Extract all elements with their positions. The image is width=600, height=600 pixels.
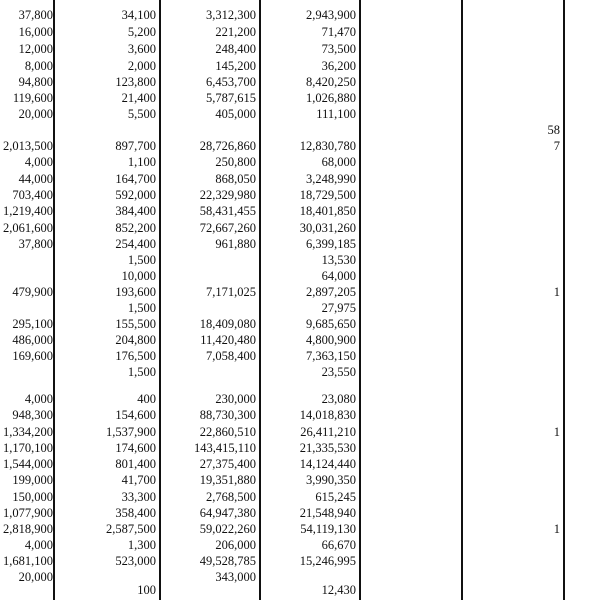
table-cell: 248,400 <box>215 42 256 56</box>
table-cell: 221,200 <box>215 25 256 39</box>
table-cell: 206,000 <box>215 538 256 552</box>
table-cell: 21,335,530 <box>299 441 356 455</box>
table-cell: 22,329,980 <box>199 188 256 202</box>
table-cell: 13,530 <box>321 253 356 267</box>
table-cell: 8,420,250 <box>306 75 356 89</box>
table-cell: 28,726,860 <box>199 139 256 153</box>
table-cell: 12,000 <box>18 42 53 56</box>
table-cell: 20,000 <box>18 107 53 121</box>
table-cell: 801,400 <box>115 457 156 471</box>
table-cell: 66,670 <box>321 538 356 552</box>
table-cell: 2,818,900 <box>3 522 53 536</box>
table-cell: 36,200 <box>321 59 356 73</box>
table-cell: 119,600 <box>12 91 53 105</box>
table-cell: 961,880 <box>215 237 256 251</box>
table-cell: 176,500 <box>115 349 156 363</box>
table-cell: 2,000 <box>127 59 156 73</box>
table-cell: 1,544,000 <box>3 457 53 471</box>
table-cell: 14,124,440 <box>299 457 356 471</box>
table-cell: 23,550 <box>321 365 356 379</box>
table-cell: 23,080 <box>321 392 356 406</box>
table-cell: 100 <box>137 583 156 597</box>
table-cell: 37,800 <box>18 237 53 251</box>
table-cell: 37,800 <box>18 8 53 22</box>
column-rule <box>53 0 55 600</box>
table-cell: 2,943,900 <box>306 8 356 22</box>
table-cell: 358,400 <box>115 506 156 520</box>
table-cell: 14,018,830 <box>299 408 356 422</box>
table-cell: 1,334,200 <box>3 425 53 439</box>
table-cell: 7,363,150 <box>306 349 356 363</box>
column-rule <box>159 0 161 600</box>
table-cell: 5,500 <box>127 107 156 121</box>
table-cell: 21,548,940 <box>299 506 356 520</box>
table-cell: 1,219,400 <box>3 204 53 218</box>
table-cell: 11,420,480 <box>200 333 256 347</box>
table-cell: 1,300 <box>127 538 156 552</box>
table-cell: 3,600 <box>127 42 156 56</box>
table-cell: 21,400 <box>121 91 156 105</box>
table-cell: 145,200 <box>215 59 256 73</box>
table-cell: 68,000 <box>321 155 356 169</box>
table-cell: 1,500 <box>127 253 156 267</box>
table-cell: 71,470 <box>321 25 356 39</box>
table-cell: 7,171,025 <box>206 285 256 299</box>
column-rule <box>359 0 361 600</box>
table-cell: 1,500 <box>127 365 156 379</box>
table-cell: 111,100 <box>316 107 356 121</box>
table-cell: 155,500 <box>115 317 156 331</box>
table-cell: 72,667,260 <box>199 221 256 235</box>
table-cell: 9,685,650 <box>306 317 356 331</box>
table-cell: 2,013,500 <box>3 139 53 153</box>
table-cell: 3,990,350 <box>306 473 356 487</box>
table-cell: 230,000 <box>215 392 256 406</box>
table-cell: 1,537,900 <box>106 425 156 439</box>
table-cell: 154,600 <box>115 408 156 422</box>
table-cell: 64,000 <box>321 269 356 283</box>
table-cell: 33,300 <box>121 490 156 504</box>
table-cell: 384,400 <box>115 204 156 218</box>
table-cell: 6,453,700 <box>206 75 256 89</box>
table-cell: 1,077,900 <box>3 506 53 520</box>
table-cell: 15,246,995 <box>299 554 356 568</box>
table-cell: 4,000 <box>24 392 53 406</box>
table-cell: 94,800 <box>18 75 53 89</box>
table-cell: 2,768,500 <box>206 490 256 504</box>
table-cell: 193,600 <box>115 285 156 299</box>
table-cell: 3,312,300 <box>206 8 256 22</box>
table-cell: 254,400 <box>115 237 156 251</box>
table-cell: 10,000 <box>121 269 156 283</box>
table-cell: 1 <box>553 425 560 439</box>
table-cell: 592,000 <box>115 188 156 202</box>
table-cell: 58,431,455 <box>199 204 256 218</box>
table-cell: 73,500 <box>321 42 356 56</box>
table-cell: 27,975 <box>321 301 356 315</box>
table-cell: 5,787,615 <box>206 91 256 105</box>
table-cell: 44,000 <box>18 172 53 186</box>
table-cell: 199,000 <box>12 473 53 487</box>
table-cell: 2,061,600 <box>3 221 53 235</box>
table-cell: 897,700 <box>115 139 156 153</box>
table-cell: 18,401,850 <box>299 204 356 218</box>
table-cell: 1,026,880 <box>306 91 356 105</box>
table-cell: 41,700 <box>121 473 156 487</box>
table-cell: 12,430 <box>321 583 356 597</box>
table-cell: 54,119,130 <box>300 522 356 536</box>
table-cell: 27,375,400 <box>199 457 256 471</box>
table-cell: 4,000 <box>24 538 53 552</box>
table-cell: 703,400 <box>12 188 53 202</box>
table-cell: 1,500 <box>127 301 156 315</box>
table-cell: 59,022,260 <box>199 522 256 536</box>
table-cell: 343,000 <box>215 570 256 584</box>
table-cell: 18,729,500 <box>299 188 356 202</box>
table-cell: 400 <box>137 392 156 406</box>
table-cell: 1,681,100 <box>3 554 53 568</box>
table-cell: 852,200 <box>115 221 156 235</box>
table-cell: 4,000 <box>24 155 53 169</box>
table-cell: 7 <box>553 139 560 153</box>
table-cell: 22,860,510 <box>199 425 256 439</box>
table-cell: 12,830,780 <box>299 139 356 153</box>
table-cell: 150,000 <box>12 490 53 504</box>
table-cell: 7,058,400 <box>206 349 256 363</box>
table-cell: 19,351,880 <box>199 473 256 487</box>
table-cell: 523,000 <box>115 554 156 568</box>
table-cell: 164,700 <box>115 172 156 186</box>
table-cell: 26,411,210 <box>300 425 356 439</box>
table-cell: 4,800,900 <box>306 333 356 347</box>
table-cell: 1 <box>553 522 560 536</box>
table-cell: 30,031,260 <box>299 221 356 235</box>
column-rule <box>461 0 463 600</box>
table-cell: 295,100 <box>12 317 53 331</box>
table-cell: 174,600 <box>115 441 156 455</box>
table-cell: 868,050 <box>215 172 256 186</box>
table-cell: 49,528,785 <box>199 554 256 568</box>
table-cell: 2,587,500 <box>106 522 156 536</box>
table-cell: 250,800 <box>215 155 256 169</box>
table-cell: 169,600 <box>12 349 53 363</box>
table-cell: 8,000 <box>24 59 53 73</box>
column-rule <box>563 0 565 600</box>
table-cell: 1 <box>553 285 560 299</box>
table-cell: 58 <box>547 123 560 137</box>
table-cell: 143,415,110 <box>193 441 256 455</box>
table-cell: 16,000 <box>18 25 53 39</box>
table-cell: 3,248,990 <box>306 172 356 186</box>
table-cell: 64,947,380 <box>199 506 256 520</box>
table-cell: 34,100 <box>121 8 156 22</box>
table-cell: 479,900 <box>12 285 53 299</box>
table-cell: 1,170,100 <box>3 441 53 455</box>
table-cell: 123,800 <box>115 75 156 89</box>
table-cell: 405,000 <box>215 107 256 121</box>
table-cell: 6,399,185 <box>306 237 356 251</box>
table-cell: 204,800 <box>115 333 156 347</box>
table-cell: 5,200 <box>127 25 156 39</box>
table-cell: 948,300 <box>12 408 53 422</box>
table-cell: 88,730,300 <box>199 408 256 422</box>
table-cell: 486,000 <box>12 333 53 347</box>
table-cell: 2,897,205 <box>306 285 356 299</box>
column-rule <box>259 0 261 600</box>
table-cell: 20,000 <box>18 570 53 584</box>
table-cell: 18,409,080 <box>199 317 256 331</box>
table-cell: 1,100 <box>127 155 156 169</box>
table-cell: 615,245 <box>315 490 356 504</box>
